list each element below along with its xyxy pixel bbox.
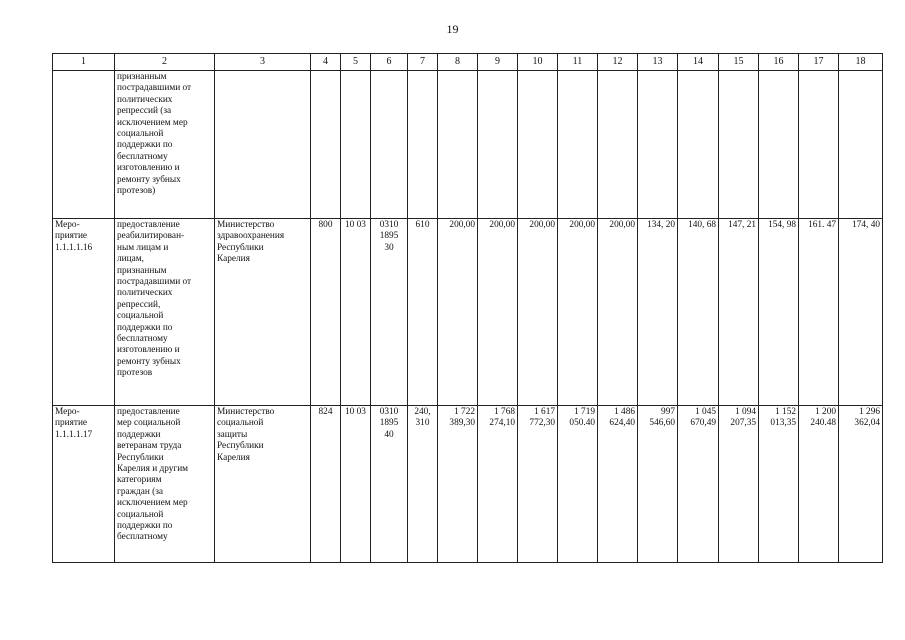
description-cell-line: социальной bbox=[117, 509, 164, 520]
amount-cell-15 bbox=[719, 71, 759, 219]
column-header-2: 2 bbox=[115, 54, 215, 71]
amount-cell-18 bbox=[839, 219, 883, 406]
description-cell-line: признанным bbox=[117, 265, 167, 276]
code-cell-5 bbox=[341, 71, 371, 219]
description-cell-line: Карелия и другим bbox=[117, 464, 189, 475]
amount-cell-15-line: 1 094 bbox=[735, 407, 756, 417]
amount-cell-13-line: 546,60 bbox=[649, 418, 675, 429]
amount-cell-16 bbox=[759, 219, 799, 406]
amount-cell-11-line: 1 719 bbox=[574, 407, 595, 417]
amount-cell-16 bbox=[759, 71, 799, 219]
table-row bbox=[53, 406, 883, 563]
executor-cell-line: Министерство bbox=[217, 220, 275, 230]
amount-cell-15-line: 147, 21 bbox=[728, 220, 756, 230]
description-cell bbox=[115, 71, 215, 219]
description-cell-line: категориям bbox=[117, 475, 162, 486]
budget-table bbox=[52, 53, 883, 563]
code-cell-6-line: 1895 bbox=[379, 418, 399, 429]
amount-cell-18 bbox=[839, 71, 883, 219]
table-row bbox=[53, 219, 883, 406]
activity-cell bbox=[53, 71, 115, 219]
code-cell-6-line: 1895 bbox=[379, 231, 399, 242]
amount-cell-8-line: 389,30 bbox=[449, 418, 475, 429]
amount-cell-12 bbox=[598, 406, 638, 563]
amount-cell-18-line: 362,04 bbox=[854, 418, 880, 429]
amount-cell-8 bbox=[438, 406, 478, 563]
column-header-5: 5 bbox=[341, 54, 371, 71]
amount-cell-16 bbox=[759, 406, 799, 563]
executor-cell-line: Республики bbox=[217, 242, 264, 253]
description-cell-line: ремонту зубных bbox=[117, 356, 181, 367]
amount-cell-12 bbox=[598, 71, 638, 219]
amount-cell-8-line: 200,00 bbox=[449, 220, 475, 230]
code-cell-7-line: 310 bbox=[415, 418, 430, 429]
column-header-18: 18 bbox=[839, 54, 883, 71]
activity-cell-line: Меро- bbox=[55, 407, 80, 417]
description-cell-line: поддержки по bbox=[117, 140, 173, 151]
amount-cell-12-line: 1 486 bbox=[614, 407, 635, 417]
code-cell-5 bbox=[341, 406, 371, 563]
amount-cell-9-line: 1 768 bbox=[494, 407, 515, 417]
amount-cell-17-line: 240.48 bbox=[810, 418, 836, 429]
description-cell-line: политических bbox=[117, 94, 173, 105]
amount-cell-13 bbox=[638, 406, 678, 563]
description-cell-line: ремонту зубных bbox=[117, 174, 181, 185]
description-cell-line: поддержки по bbox=[117, 322, 173, 333]
activity-cell bbox=[53, 219, 115, 406]
amount-cell-9-line: 200,00 bbox=[489, 220, 515, 230]
amount-cell-15 bbox=[719, 406, 759, 563]
description-cell-line: бесплатному bbox=[117, 151, 168, 162]
column-number-row bbox=[53, 54, 883, 71]
description-cell-line: протезов) bbox=[117, 186, 156, 197]
description-cell-line: протезов bbox=[117, 368, 153, 379]
description-cell-line: пострадавшими от bbox=[117, 277, 192, 288]
description-cell-line: бесплатному bbox=[117, 532, 168, 543]
activity-cell-line: приятие bbox=[55, 231, 88, 242]
description-cell-line: изготовлению и bbox=[117, 163, 180, 174]
amount-cell-16-line: 154, 98 bbox=[768, 220, 796, 230]
column-header-4: 4 bbox=[311, 54, 341, 71]
code-cell-6-line: 40 bbox=[384, 429, 394, 440]
amount-cell-18-line: 1 296 bbox=[859, 407, 880, 417]
column-header-3: 3 bbox=[215, 54, 311, 71]
column-header-7: 7 bbox=[408, 54, 438, 71]
description-cell-line: изготовлению и bbox=[117, 345, 180, 356]
code-cell-6-line: 0310 bbox=[379, 220, 399, 230]
amount-cell-18-line: 174, 40 bbox=[852, 220, 880, 230]
amount-cell-17-line: 1 200 bbox=[815, 407, 836, 417]
description-cell-line: лицам, bbox=[117, 254, 144, 265]
activity-cell bbox=[53, 406, 115, 563]
amount-cell-11 bbox=[558, 406, 598, 563]
amount-cell-16-line: 1 152 bbox=[775, 407, 796, 417]
executor-cell-line: социальной bbox=[217, 418, 264, 429]
column-header-16: 16 bbox=[759, 54, 799, 71]
amount-cell-12-line: 200,00 bbox=[609, 220, 635, 230]
amount-cell-9 bbox=[478, 71, 518, 219]
description-cell-line: ным лицам и bbox=[117, 242, 169, 253]
amount-cell-10-line: 200,00 bbox=[529, 220, 555, 230]
column-header-1: 1 bbox=[53, 54, 115, 71]
description-cell bbox=[115, 219, 215, 406]
code-cell-4 bbox=[311, 71, 341, 219]
amount-cell-14-line: 1 045 bbox=[695, 407, 716, 417]
activity-cell-line: приятие bbox=[55, 418, 88, 429]
description-cell-line: реабилитирован- bbox=[117, 231, 185, 242]
executor-cell-line: защиты bbox=[217, 429, 248, 440]
description-cell-line: исключением мер bbox=[117, 117, 188, 128]
amount-cell-17 bbox=[799, 219, 839, 406]
description-cell-line: поддержки по bbox=[117, 521, 173, 532]
code-cell-7 bbox=[408, 71, 438, 219]
amount-cell-10 bbox=[518, 406, 558, 563]
amount-cell-17 bbox=[799, 406, 839, 563]
code-cell-4-line: 824 bbox=[318, 407, 333, 417]
amount-cell-14-line: 140, 68 bbox=[688, 220, 716, 230]
code-cell-4 bbox=[311, 406, 341, 563]
activity-cell-line: Меро- bbox=[55, 220, 80, 230]
amount-cell-11 bbox=[558, 71, 598, 219]
code-cell-5-line: 10 03 bbox=[345, 407, 366, 417]
description-cell bbox=[115, 406, 215, 563]
description-cell-line: социальной bbox=[117, 311, 164, 322]
description-cell-line: бесплатному bbox=[117, 334, 168, 345]
amount-cell-8 bbox=[438, 219, 478, 406]
amount-cell-13-line: 997 bbox=[661, 407, 675, 417]
activity-cell-line: 1.1.1.1.16 bbox=[55, 242, 93, 253]
description-cell-line: социальной bbox=[117, 129, 164, 140]
column-header-9: 9 bbox=[478, 54, 518, 71]
description-cell-line: предоставление bbox=[117, 407, 180, 417]
description-cell-line: Республики bbox=[117, 452, 164, 463]
amount-cell-9 bbox=[478, 406, 518, 563]
column-header-8: 8 bbox=[438, 54, 478, 71]
code-cell-4-line: 800 bbox=[318, 220, 333, 230]
amount-cell-15-line: 207,35 bbox=[730, 418, 756, 429]
amount-cell-13 bbox=[638, 71, 678, 219]
column-header-15: 15 bbox=[719, 54, 759, 71]
code-cell-7-line: 610 bbox=[415, 220, 430, 230]
code-cell-6 bbox=[371, 219, 408, 406]
amount-cell-10 bbox=[518, 71, 558, 219]
column-header-10: 10 bbox=[518, 54, 558, 71]
column-header-6: 6 bbox=[371, 54, 408, 71]
amount-cell-13 bbox=[638, 219, 678, 406]
amount-cell-10-line: 1 617 bbox=[534, 407, 555, 417]
page-number: 19 bbox=[446, 22, 459, 36]
code-cell-7 bbox=[408, 406, 438, 563]
executor-cell-line: здравоохранения bbox=[217, 231, 285, 242]
column-header-12: 12 bbox=[598, 54, 638, 71]
amount-cell-12-line: 624,40 bbox=[609, 418, 635, 429]
amount-cell-17 bbox=[799, 71, 839, 219]
amount-cell-8 bbox=[438, 71, 478, 219]
code-cell-6-line: 30 bbox=[384, 242, 394, 253]
amount-cell-16-line: 013,35 bbox=[770, 418, 796, 429]
description-cell-line: граждан (за bbox=[117, 486, 164, 497]
code-cell-6 bbox=[371, 406, 408, 563]
description-cell-line: мер социальной bbox=[117, 418, 181, 429]
amount-cell-14 bbox=[678, 219, 719, 406]
description-cell-line: пострадавшими от bbox=[117, 83, 192, 94]
amount-cell-10-line: 772,30 bbox=[529, 418, 555, 429]
description-cell-line: исключением мер bbox=[117, 498, 188, 509]
code-cell-5 bbox=[341, 219, 371, 406]
amount-cell-8-line: 1 722 bbox=[454, 407, 475, 417]
activity-cell-line: 1.1.1.1.17 bbox=[55, 429, 93, 440]
description-cell-line: репрессий, bbox=[117, 299, 161, 310]
code-cell-6-line: 0310 bbox=[379, 407, 399, 417]
executor-cell-line: Карелия bbox=[217, 254, 250, 265]
amount-cell-14 bbox=[678, 406, 719, 563]
amount-cell-14-line: 670,49 bbox=[690, 418, 716, 429]
executor-cell-line: Министерство bbox=[217, 407, 275, 417]
code-cell-7 bbox=[408, 219, 438, 406]
code-cell-7-line: 240, bbox=[414, 407, 431, 417]
amount-cell-9-line: 274,10 bbox=[489, 418, 515, 429]
executor-cell bbox=[215, 219, 311, 406]
description-cell-line: политических bbox=[117, 288, 173, 299]
description-cell-line: ветеранам труда bbox=[117, 441, 182, 452]
amount-cell-13-line: 134, 20 bbox=[647, 220, 675, 230]
amount-cell-14 bbox=[678, 71, 719, 219]
column-header-17: 17 bbox=[799, 54, 839, 71]
table-row bbox=[53, 71, 883, 219]
code-cell-4 bbox=[311, 219, 341, 406]
description-cell-line: поддержки bbox=[117, 429, 161, 440]
code-cell-6 bbox=[371, 71, 408, 219]
amount-cell-15 bbox=[719, 219, 759, 406]
amount-cell-10 bbox=[518, 219, 558, 406]
column-header-11: 11 bbox=[558, 54, 598, 71]
description-cell-line: предоставление bbox=[117, 220, 180, 230]
executor-cell bbox=[215, 406, 311, 563]
description-cell-line: признанным bbox=[117, 72, 167, 82]
code-cell-5-line: 10 03 bbox=[345, 220, 366, 230]
amount-cell-9 bbox=[478, 219, 518, 406]
amount-cell-11-line: 200,00 bbox=[569, 220, 595, 230]
executor-cell-line: Карелия bbox=[217, 452, 250, 463]
amount-cell-18 bbox=[839, 406, 883, 563]
amount-cell-12 bbox=[598, 219, 638, 406]
executor-cell bbox=[215, 71, 311, 219]
amount-cell-17-line: 161. 47 bbox=[808, 220, 836, 230]
executor-cell-line: Республики bbox=[217, 441, 264, 452]
amount-cell-11-line: 050.40 bbox=[569, 418, 595, 429]
column-header-14: 14 bbox=[678, 54, 719, 71]
amount-cell-11 bbox=[558, 219, 598, 406]
column-header-13: 13 bbox=[638, 54, 678, 71]
description-cell-line: репрессий (за bbox=[117, 106, 172, 117]
